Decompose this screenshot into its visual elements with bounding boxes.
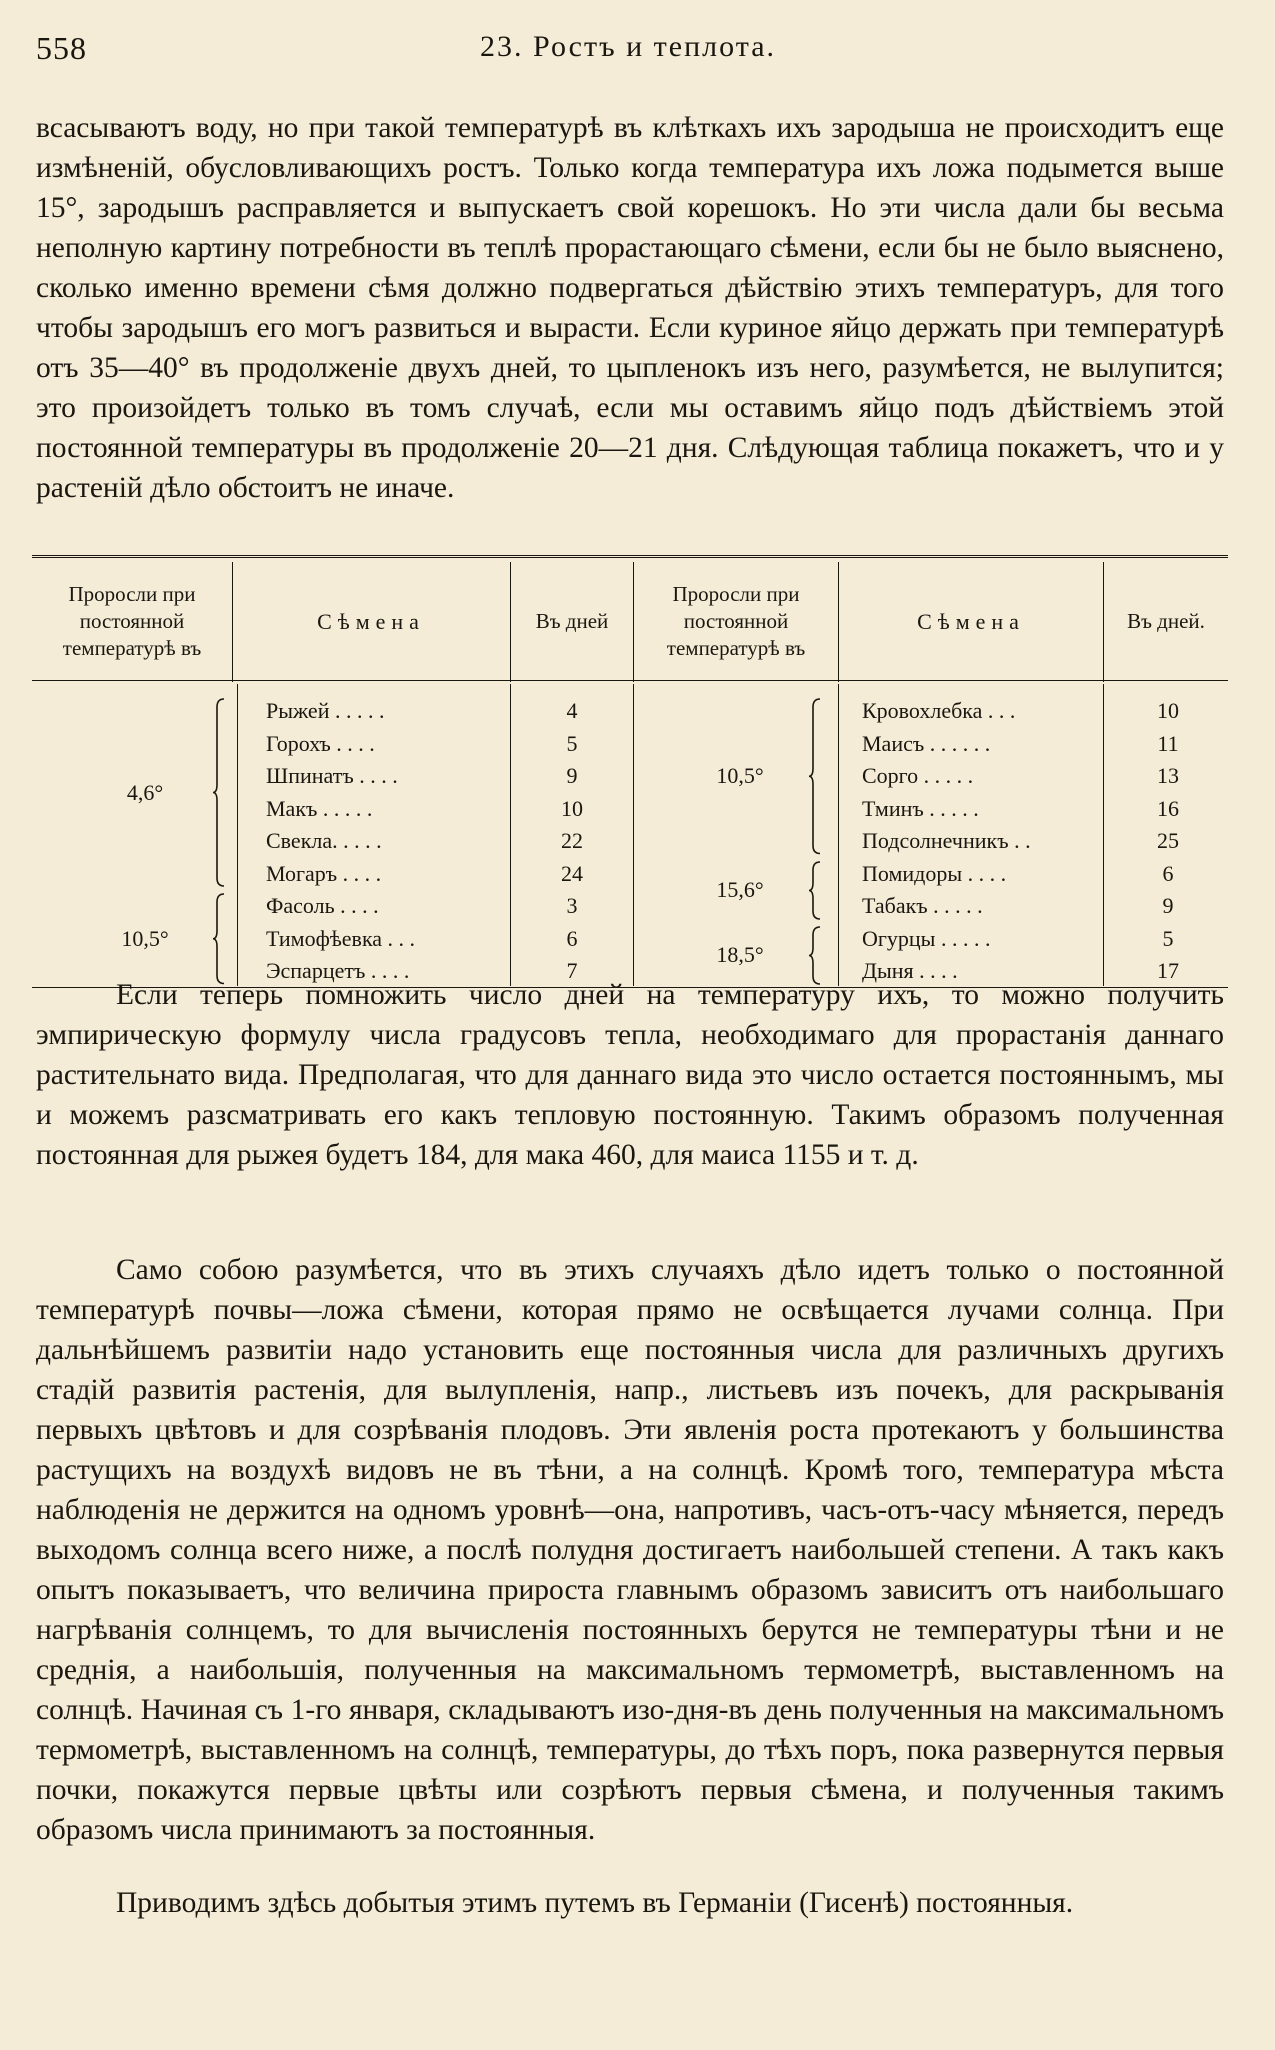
seed-days: 11 xyxy=(1157,730,1179,756)
group-temperature: 4,6° xyxy=(126,779,164,805)
table-divider xyxy=(633,562,634,682)
running-head: 23. Ростъ и теплота. xyxy=(480,30,777,63)
seed-name: Огурцы . . . . . xyxy=(862,925,991,951)
seed-days: 6 xyxy=(566,925,578,951)
table-divider xyxy=(838,684,839,986)
group-brace xyxy=(212,892,226,986)
paragraph-1: всасываютъ воду, но при такой температурѣ въ клѣткахъ ихъ зародыша не происходитъ еще измѣненій, обусловливающихъ ростъ. Только когда температура ихъ ложа подымется выше 15°, зародышъ расправляется и выпускаетъ свой корешокъ. Но эти числа дали бы весьма неполную картину потребности въ теплѣ прорастающаго сѣмени, если бы не было выяснено, сколько именно времени сѣмя должно подвергаться дѣйствію этихъ температуръ, для того чтобы зародышъ его могъ развиться и вырасти. Если куриное яйцо держать при температурѣ отъ 35—40° въ продолженіе двухъ дней, то цыпленокъ изъ него, разумѣется, не вылупится; это произойдетъ только въ томъ случаѣ, если мы оставимъ яйцо подъ дѣйствіемъ этой постоянной температуры въ продолженіе 20—21 дня. Слѣдующая таблица покажетъ, что и у растеній дѣло обстоитъ не иначе. xyxy=(36,112,1224,504)
seed-days: 17 xyxy=(1157,958,1179,983)
seed-days: 22 xyxy=(561,828,583,853)
group-temperature: 18,5° xyxy=(716,942,764,967)
seed-days: 24 xyxy=(561,860,583,886)
paragraph-4: Приводимъ здѣсь добытыя этимъ путемъ въ Германіи (Гисенѣ) постоянныя. xyxy=(116,1887,1074,1919)
seed-days: 10 xyxy=(1157,698,1179,723)
seed-name: Кровохлебка . . . xyxy=(862,698,1016,723)
table-divider xyxy=(633,684,634,986)
group-temperature: 10,5° xyxy=(121,925,169,951)
seed-name: Маисъ . . . . . . xyxy=(862,730,991,756)
table-top-rule xyxy=(32,555,1228,561)
seed-days: 10 xyxy=(561,795,583,821)
paragraph-2: Если теперь помножить число дней на температуру ихъ, то можно получить эмпирическую формулу числа градусовъ тепла, необходимаго для прорастанія даннаго растительнато вида. Предполагая, что для даннаго вида это число остается постояннымъ, мы и можемъ разсматривать его какъ тепловую постоянную. Такимъ образомъ полученная постоянная для рыжея будетъ 184, для мака 460, для маиса 1155 и т. д. xyxy=(36,979,1224,1171)
seed-name: Фасоль . . . . xyxy=(266,893,379,918)
seed-days: 5 xyxy=(1162,925,1174,951)
table-divider xyxy=(237,684,238,986)
seed-days: 7 xyxy=(566,958,578,983)
seed-name: Дыня . . . . xyxy=(862,958,958,983)
group-brace xyxy=(808,860,822,921)
header-seeds-left: Сѣмена xyxy=(317,608,425,634)
seed-days: 25 xyxy=(1157,828,1179,853)
seed-days: 3 xyxy=(566,893,578,918)
group-temperature: 10,5° xyxy=(716,763,764,789)
seed-days: 6 xyxy=(1162,860,1174,886)
group-brace xyxy=(212,697,226,888)
seed-name: Рыжей . . . . . xyxy=(266,698,385,723)
seed-name: Сорго . . . . . xyxy=(862,763,974,788)
header-days-left: Въ дней xyxy=(535,608,609,633)
table-divider xyxy=(510,684,511,986)
seed-name: Помидоры . . . . xyxy=(862,860,1007,886)
page-number: 558 xyxy=(36,30,87,66)
seed-name: Могаръ . . . . xyxy=(266,860,382,886)
seed-name: Горохъ . . . . xyxy=(266,730,375,756)
seed-days: 5 xyxy=(566,730,578,756)
table-divider xyxy=(838,562,839,682)
seed-days: 4 xyxy=(566,698,578,723)
seed-name: Подсолнечникъ . . xyxy=(862,828,1031,853)
seed-days: 16 xyxy=(1157,795,1179,821)
header-seeds-right: Сѣмена xyxy=(917,608,1025,634)
group-temperature: 15,6° xyxy=(716,877,764,902)
seed-name: Свекла. . . . . xyxy=(266,828,382,853)
table-divider xyxy=(1103,562,1104,682)
table-header-rule xyxy=(32,680,1228,681)
table-divider xyxy=(510,562,511,682)
seed-name: Тимофѣевка . . . xyxy=(266,925,416,951)
group-brace xyxy=(808,697,822,856)
table-divider xyxy=(1103,684,1104,986)
seed-days: 13 xyxy=(1157,763,1179,788)
seed-name: Макъ . . . . . xyxy=(266,795,373,821)
seed-name: Эспарцетъ . . . . xyxy=(266,958,410,983)
paragraph-3: Само собою разумѣется, что въ этихъ случаяхъ дѣло идетъ только о постоянной температурѣ почвы—ложа сѣмени, которая прямо не освѣщается лучами солнца. При дальнѣйшемъ развитіи надо установить еще постоянныя числа для различныхъ другихъ стадій развитія растенія, для вылупленія, напр., листьевъ изъ почекъ, для раскрыванія первыхъ цвѣтовъ и для созрѣванія плодовъ. Эти явленія роста протекаютъ у большинства растущихъ на воздухѣ видовъ не въ тѣни, а на солнцѣ. Кромѣ того, температура мѣста наблюденія не держится на одномъ уровнѣ—она, напротивъ, часъ-отъ-часу мѣняется, передъ выходомъ солнца всего ниже, а послѣ полудня достигаетъ наибольшей степени. А такъ какъ опытъ показываетъ, что величина прироста главнымъ образомъ зависитъ отъ наибольшаго нагрѣванія солнцемъ, то для вычисленія постоянныхъ берутся не температуры тѣни и не среднія, а наибольшія, полученныя на максимальномъ термометрѣ, выставленномъ на солнцѣ. Начиная съ 1-го января, складываютъ изо-дня-въ день полученныя на максимальномъ термометрѣ, выставленномъ на солнцѣ, температуры, до тѣхъ поръ, пока развернутся первыя почки, покажутся первые цвѣты или созрѣютъ первыя сѣмена, и полученныя такимъ образомъ числа принимаютъ за постоянныя. xyxy=(36,1254,1224,1846)
seed-name: Шпинатъ . . . . xyxy=(266,763,398,788)
header-days-right: Въ дней. xyxy=(1127,608,1205,633)
seed-days: 9 xyxy=(1162,893,1174,918)
seed-name: Тминъ . . . . . xyxy=(862,795,979,821)
seed-name: Табакъ . . . . . xyxy=(862,893,983,918)
table-divider xyxy=(232,562,233,682)
seed-days: 9 xyxy=(566,763,578,788)
header-temperature-right: Проросли при постоянной температурѣ въ xyxy=(666,581,806,660)
header-temperature-left: Проросли при постоянной температурѣ въ xyxy=(62,581,202,660)
